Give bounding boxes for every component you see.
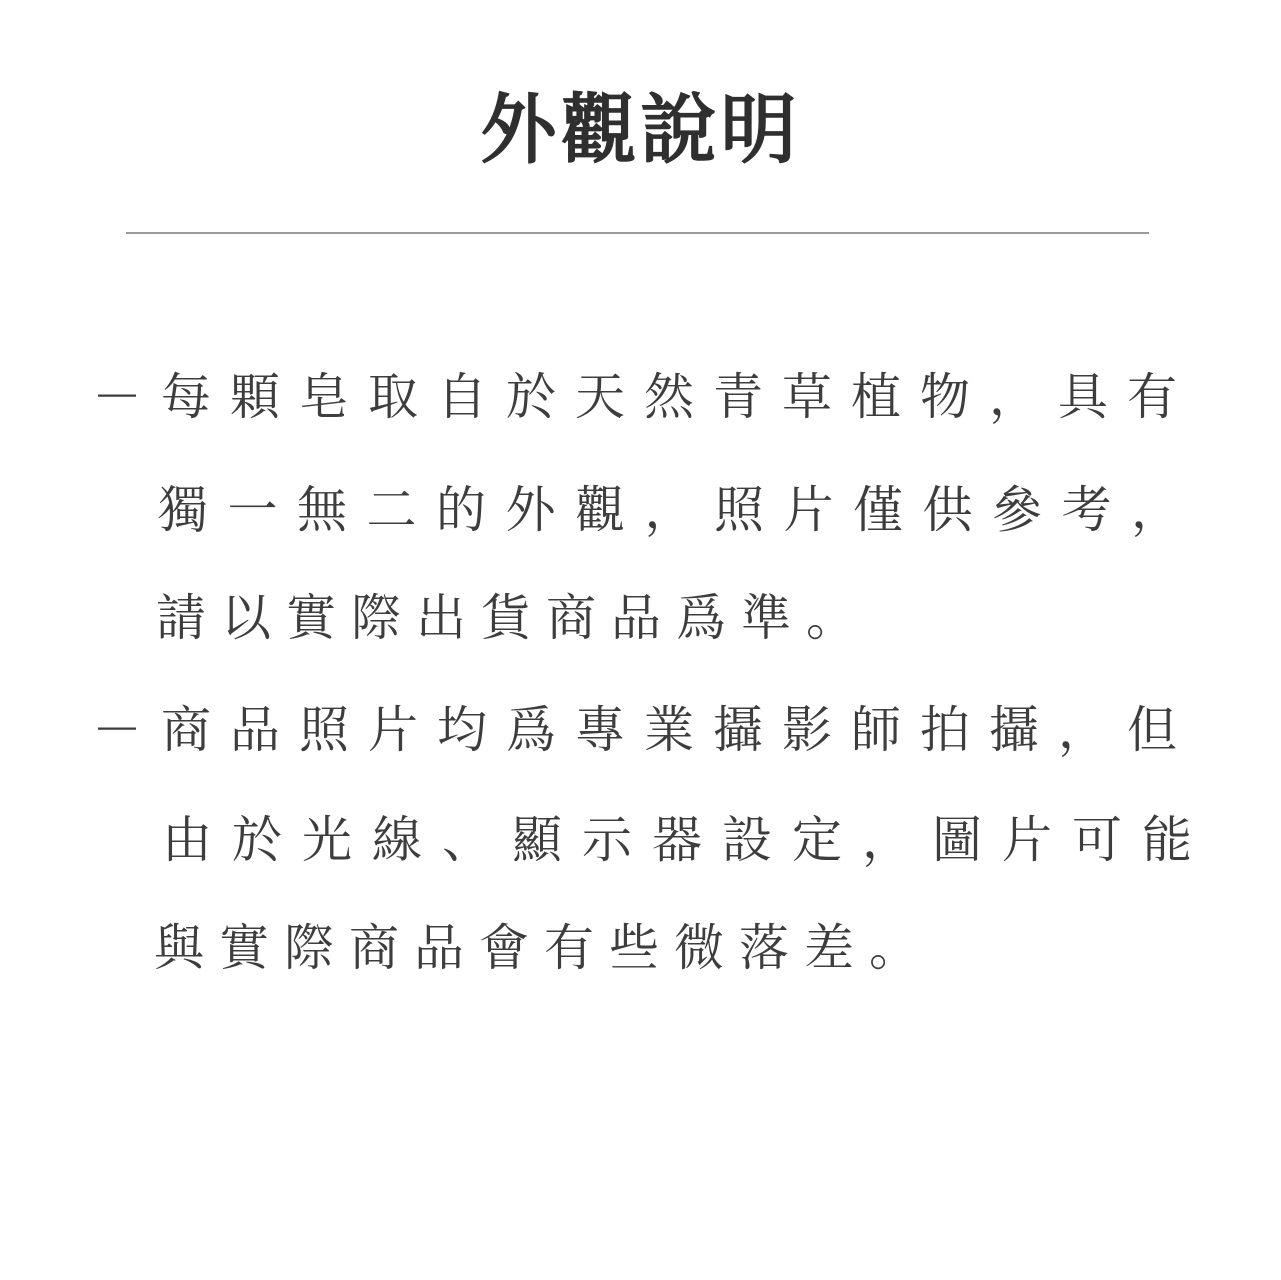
note-line: 請以實際出貨商品爲準。 (156, 589, 871, 647)
page-title: 外觀說明 (480, 85, 801, 174)
note-line: 由於光線、顯示器設定，圖片可能 (162, 811, 1212, 869)
note-line: 獨一無二的外觀，照片僅供參考， (158, 481, 1201, 539)
note-line: －商品照片均爲專業攝影師拍攝，但 (92, 701, 1196, 759)
note-line: －每顆皂取自於天然青草植物，具有 (92, 368, 1196, 426)
note-line: 與實際商品會有些微落差。 (154, 919, 934, 977)
